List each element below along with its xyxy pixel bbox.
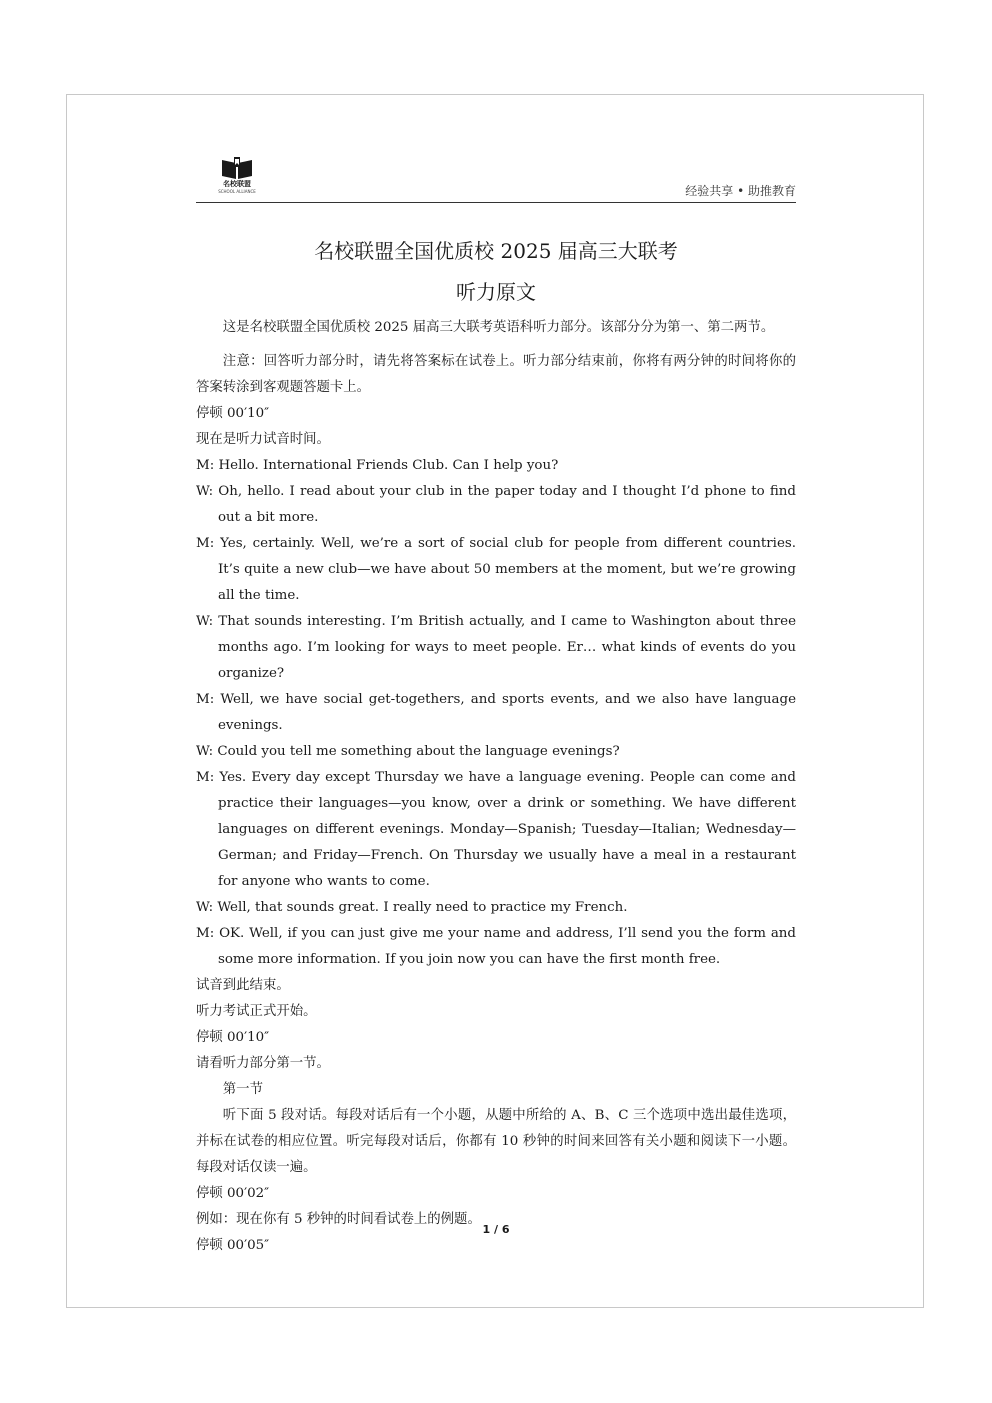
dialogue-line: W: Could you tell me something about the language evenings? bbox=[196, 744, 620, 759]
dialogue-line: M: Hello. International Friends Club. Can I help you? bbox=[196, 458, 559, 473]
school-alliance-logo bbox=[216, 156, 258, 194]
dialogue-line: M: Yes, certainly. Well, we’re a sort of social club for people from different countries. It’s quite a new club—we have about 50 members at the moment, but we’re growing all the time. bbox=[196, 536, 796, 603]
pause-line: 停顿 00′05″ bbox=[196, 1238, 270, 1253]
notice-paragraph: 注意：回答听力部分时，请先将答案标在试卷上。听力部分结束前，你将有两分钟的时间将你的答案转涂到客观题答题卡上。 bbox=[196, 354, 796, 395]
instruction-line: 听力考试正式开始。 bbox=[196, 1004, 317, 1019]
logo-subtext: SCHOOL ALLIANCE bbox=[218, 189, 256, 194]
section-instructions: 听下面 5 段对话。每段对话后有一个小题，从题中所给的 A、B、C 三个选项中选出最佳选项，并标在试卷的相应位置。听完每段对话后，你都有 10 秒钟的时间来回答有关小题和阅读下一小题。每段对话仅读一遍。 bbox=[196, 1108, 796, 1175]
logo-text: 名校联盟 bbox=[223, 180, 251, 188]
dialogue-line: W: Oh, hello. I read about your club in the paper today and I thought I’d phone to find out a bit more. bbox=[196, 484, 796, 525]
dialogue-line: W: That sounds interesting. I’m British actually, and I came to Washington about three months ago. I’m looking for ways to meet people. Er… what kinds of events do you organize? bbox=[196, 614, 796, 681]
instruction-line: 请看听力部分第一节。 bbox=[196, 1056, 330, 1071]
instruction-line: 试音到此结束。 bbox=[196, 978, 290, 993]
pause-line: 停顿 00′02″ bbox=[196, 1186, 270, 1201]
transcript-body bbox=[196, 315, 796, 1259]
page-subtitle: 听力原文 bbox=[456, 280, 536, 304]
pause-line: 停顿 00′10″ bbox=[196, 406, 270, 421]
section-heading: 第一节 bbox=[222, 1082, 263, 1097]
instruction-line: 例如：现在你有 5 秒钟的时间看试卷上的例题。 bbox=[196, 1212, 481, 1227]
dialogue-line: M: Well, we have social get-togethers, and sports events, and we also have language evenings. bbox=[196, 692, 796, 733]
dialogue-line: W: Well, that sounds great. I really need to practice my French. bbox=[196, 900, 628, 915]
page-title: 名校联盟全国优质校 2025 届高三大联考 bbox=[314, 239, 678, 263]
book-icon bbox=[220, 156, 254, 180]
dialogue-line: M: Yes. Every day except Thursday we have a language evening. People can come and practice their languages—you know, over a drink or something. We have different languages on different evenings. Monday—Spanish; Tuesday—Italian; Wednesday—German; and Friday—French. On Thursday we usually have a meal in a restaurant for anyone who wants to come. bbox=[196, 770, 796, 889]
header-slogan: 经验共享 • 助推教育 bbox=[685, 184, 796, 198]
instruction-line: 现在是听力试音时间。 bbox=[196, 432, 330, 447]
page-header bbox=[196, 152, 796, 203]
intro-paragraph: 这是名校联盟全国优质校 2025 届高三大联考英语科听力部分。该部分分为第一、第二两节。 bbox=[222, 320, 775, 335]
dialogue-line: M: OK. Well, if you can just give me your name and address, I’ll send you the form and some more information. If you join now you can have the first month free. bbox=[196, 926, 796, 967]
page-number: 1 / 6 bbox=[482, 1223, 510, 1236]
pause-line: 停顿 00′10″ bbox=[196, 1030, 270, 1045]
